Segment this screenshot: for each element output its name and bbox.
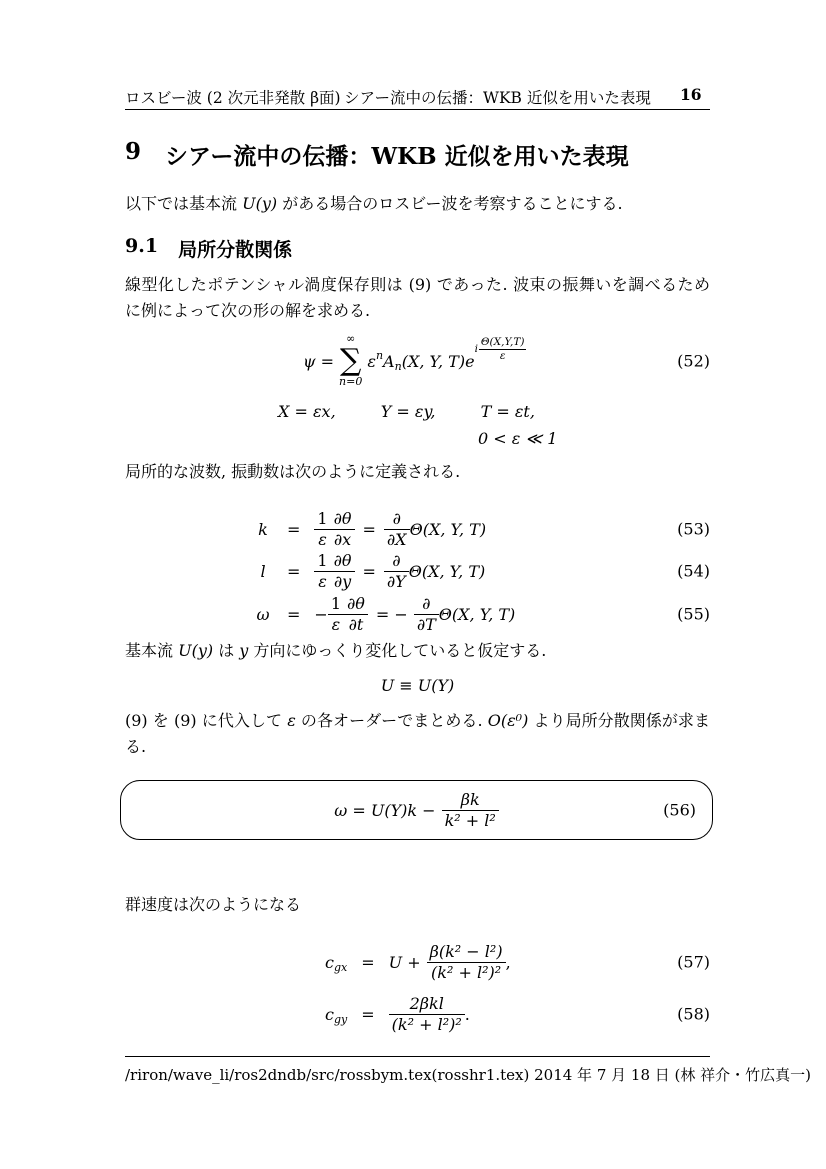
eq54-rhs: Θ(X, Y, T) — [408, 561, 486, 581]
eq57-number: (57) — [677, 952, 710, 972]
eq58-cg-symbol: c — [325, 1004, 334, 1024]
sum-upper-limit: ∞ — [346, 332, 356, 346]
equation-u-identity: U ≡ U(Y) — [380, 676, 455, 695]
eq54-frac-2 — [331, 551, 355, 592]
eq52-number: (52) — [677, 351, 710, 371]
eq56-f-num: βk — [442, 790, 499, 811]
slow-variables-line — [278, 402, 535, 421]
eq54-f1-den: ε — [318, 571, 327, 591]
eq54-f2-den: ∂y — [333, 571, 352, 591]
eq53-f2-den: ∂x — [333, 529, 352, 549]
eq53-f3-den: ∂X — [386, 529, 407, 549]
eq52-arguments: (X, Y, T)e — [401, 351, 475, 371]
eq52-amplitude: A — [383, 351, 395, 371]
eq57-comma: , — [505, 952, 511, 972]
paragraph-basicflow — [125, 638, 710, 664]
eq58-f-num: 2βkl — [389, 994, 465, 1015]
eq55-number: (55) — [677, 604, 710, 624]
footer-rule — [125, 1056, 710, 1057]
eq56-number: (56) — [663, 800, 696, 820]
eq55-f1-num: 1 — [328, 594, 344, 615]
equation-54 — [125, 548, 710, 594]
page-number: 16 — [680, 85, 702, 104]
substitute-text-a: (9) を (9) に代入して — [125, 711, 288, 730]
eq53-equals-2: = — [362, 519, 376, 539]
equation-57 — [125, 936, 710, 988]
running-header-left: ロスビー波 (2 次元非発散 β面) — [125, 89, 341, 107]
header-rule — [125, 109, 710, 110]
eq57-fraction — [427, 942, 506, 983]
eq54-number: (54) — [677, 561, 710, 581]
eq57-U-term: U + — [388, 952, 421, 972]
basicflow-text-a: 基本流 — [125, 641, 179, 660]
eq55-frac-2 — [344, 594, 368, 635]
intro-text-b: がある場合のロスビー波を考察することにする. — [277, 194, 623, 213]
eq55-minus-sign: − — [314, 604, 328, 624]
eq55-frac-3 — [414, 594, 439, 635]
eq55-equals-1: = — [287, 604, 301, 624]
eq58-equals: = — [361, 1004, 375, 1024]
intro-text-a: 以下では基本流 — [125, 194, 243, 213]
def-T: T = εt, — [480, 402, 535, 421]
basicflow-math-1: U(y) — [178, 641, 214, 660]
eq55-equals-2: = − — [375, 604, 408, 624]
eq54-equals-1: = — [287, 561, 301, 581]
substitute-math-2: O(ε⁰) — [487, 711, 529, 730]
eq53-lhs: k — [258, 519, 268, 539]
eq54-f1-num: 1 — [314, 551, 330, 572]
eq52-epsilon: ε — [367, 351, 376, 371]
epsilon-condition: 0 < ε ≪ 1 — [478, 429, 558, 448]
eq53-rhs: Θ(X, Y, T) — [409, 519, 487, 539]
eq53-f1-num: 1 — [314, 509, 330, 530]
sum-sigma: ∑ — [339, 343, 362, 378]
eq55-f3-num: ∂ — [414, 594, 439, 615]
eq53-number: (53) — [677, 519, 710, 539]
equation-58 — [125, 988, 710, 1040]
substitute-text-c: より局所分散関係が求まる. — [125, 711, 710, 756]
eq53-f3-num: ∂ — [384, 509, 410, 530]
eq52-subscript-n: n — [394, 359, 402, 373]
section-title: シアー流中の伝播：WKB 近似を用いた表現 — [165, 143, 629, 170]
equation-53 — [125, 506, 710, 552]
eq56-fraction — [442, 790, 499, 831]
subsection-title: 局所分散関係 — [178, 239, 293, 261]
paragraph-localwave: 局所的な波数, 振動数は次のように定義される. — [125, 462, 461, 481]
eq54-f2-num: ∂θ — [331, 551, 355, 572]
basicflow-math-2: y — [239, 641, 249, 660]
eq53-equals-1: = — [287, 519, 301, 539]
running-header-section: シアー流中の伝播：WKB 近似を用いた表現 — [344, 89, 651, 107]
eq53-f1-den: ε — [318, 529, 327, 549]
paragraph-groupvelocity: 群速度は次のようになる — [125, 895, 302, 914]
intro-paragraph — [125, 191, 710, 217]
eq54-frac-3 — [384, 551, 409, 592]
eq56-lhs: ω = U(Y)k − — [334, 800, 436, 820]
footer-text: /riron/wave_li/ros2dndb/src/rossbym.tex(rosshr1.tex) 2014 年 7 月 18 日 (林 祥介・竹広真一) — [125, 1066, 811, 1084]
section-heading — [125, 138, 629, 171]
eq58-period: . — [464, 1004, 470, 1024]
eq57-cg-symbol: c — [325, 952, 334, 972]
eq55-f3-den: ∂T — [416, 614, 436, 634]
def-Y: Y = εy, — [380, 402, 436, 421]
eq52-phase-exponent — [475, 336, 527, 362]
basicflow-text-b: は — [213, 641, 240, 660]
eq55-f2-den: ∂t — [348, 614, 364, 634]
eq52-phase-denominator: ε — [499, 349, 506, 362]
boxed-equation-56 — [120, 780, 713, 840]
eq52-phase-numerator: Θ(X,Y,T) — [480, 335, 525, 348]
eq55-frac-1 — [328, 594, 344, 635]
subsection-heading — [125, 235, 292, 262]
equation-55 — [125, 590, 710, 638]
eq57-cg-subscript: gx — [333, 960, 348, 974]
eq53-frac-2 — [331, 509, 355, 550]
eq52-lhs: ψ = — [303, 351, 335, 371]
def-X: X = εx, — [278, 402, 336, 421]
eq54-frac-1 — [314, 551, 330, 592]
eq57-f-num: β(k² − l²) — [427, 942, 506, 963]
eq58-f-den: (k² + l²)² — [391, 1014, 462, 1034]
eq57-equals: = — [361, 952, 375, 972]
eq54-f3-num: ∂ — [384, 551, 409, 572]
substitute-text-b: の各オーダーでまとめる. — [295, 711, 488, 730]
eq58-number: (58) — [677, 1004, 710, 1024]
basicflow-text-c: 方向にゆっくり変化していると仮定する. — [248, 641, 547, 660]
eq52-phase-fraction — [479, 336, 527, 362]
sum-lower-limit: n=0 — [339, 375, 363, 388]
eq53-f2-num: ∂θ — [331, 509, 355, 530]
substitute-math-1: ε — [287, 711, 296, 730]
eq53-frac-1 — [314, 509, 330, 550]
equation-52 — [125, 330, 710, 392]
eq55-f1-den: ε — [331, 614, 341, 634]
paragraph-linearized: 線型化したポテンシャル渦度保存則は (9) であった. 波束の振舞いを調べるために例によって次の形の解を求める. — [125, 275, 710, 320]
eq54-f3-den: ∂Y — [386, 571, 406, 591]
eq54-equals-2: = — [362, 561, 376, 581]
summation-symbol — [339, 333, 362, 388]
intro-math: U(y) — [242, 194, 278, 213]
subsection-number: 9.1 — [125, 235, 159, 257]
eq55-f2-num: ∂θ — [344, 594, 368, 615]
eq55-lhs: ω — [256, 604, 270, 624]
eq58-cg-subscript: gy — [333, 1012, 348, 1026]
eq56-f-den: k² + l² — [444, 810, 496, 830]
eq53-frac-3 — [384, 509, 410, 550]
eq54-lhs: l — [260, 561, 266, 581]
section-number: 9 — [125, 138, 142, 165]
eq55-rhs: Θ(X, Y, T) — [438, 604, 516, 624]
eq57-f-den: (k² + l²)² — [431, 962, 502, 982]
eq58-fraction — [389, 994, 465, 1035]
eq52-imaginary-i: i — [474, 343, 478, 355]
paragraph-substitute — [125, 708, 710, 760]
eq52-exponent-n: n — [375, 348, 384, 362]
